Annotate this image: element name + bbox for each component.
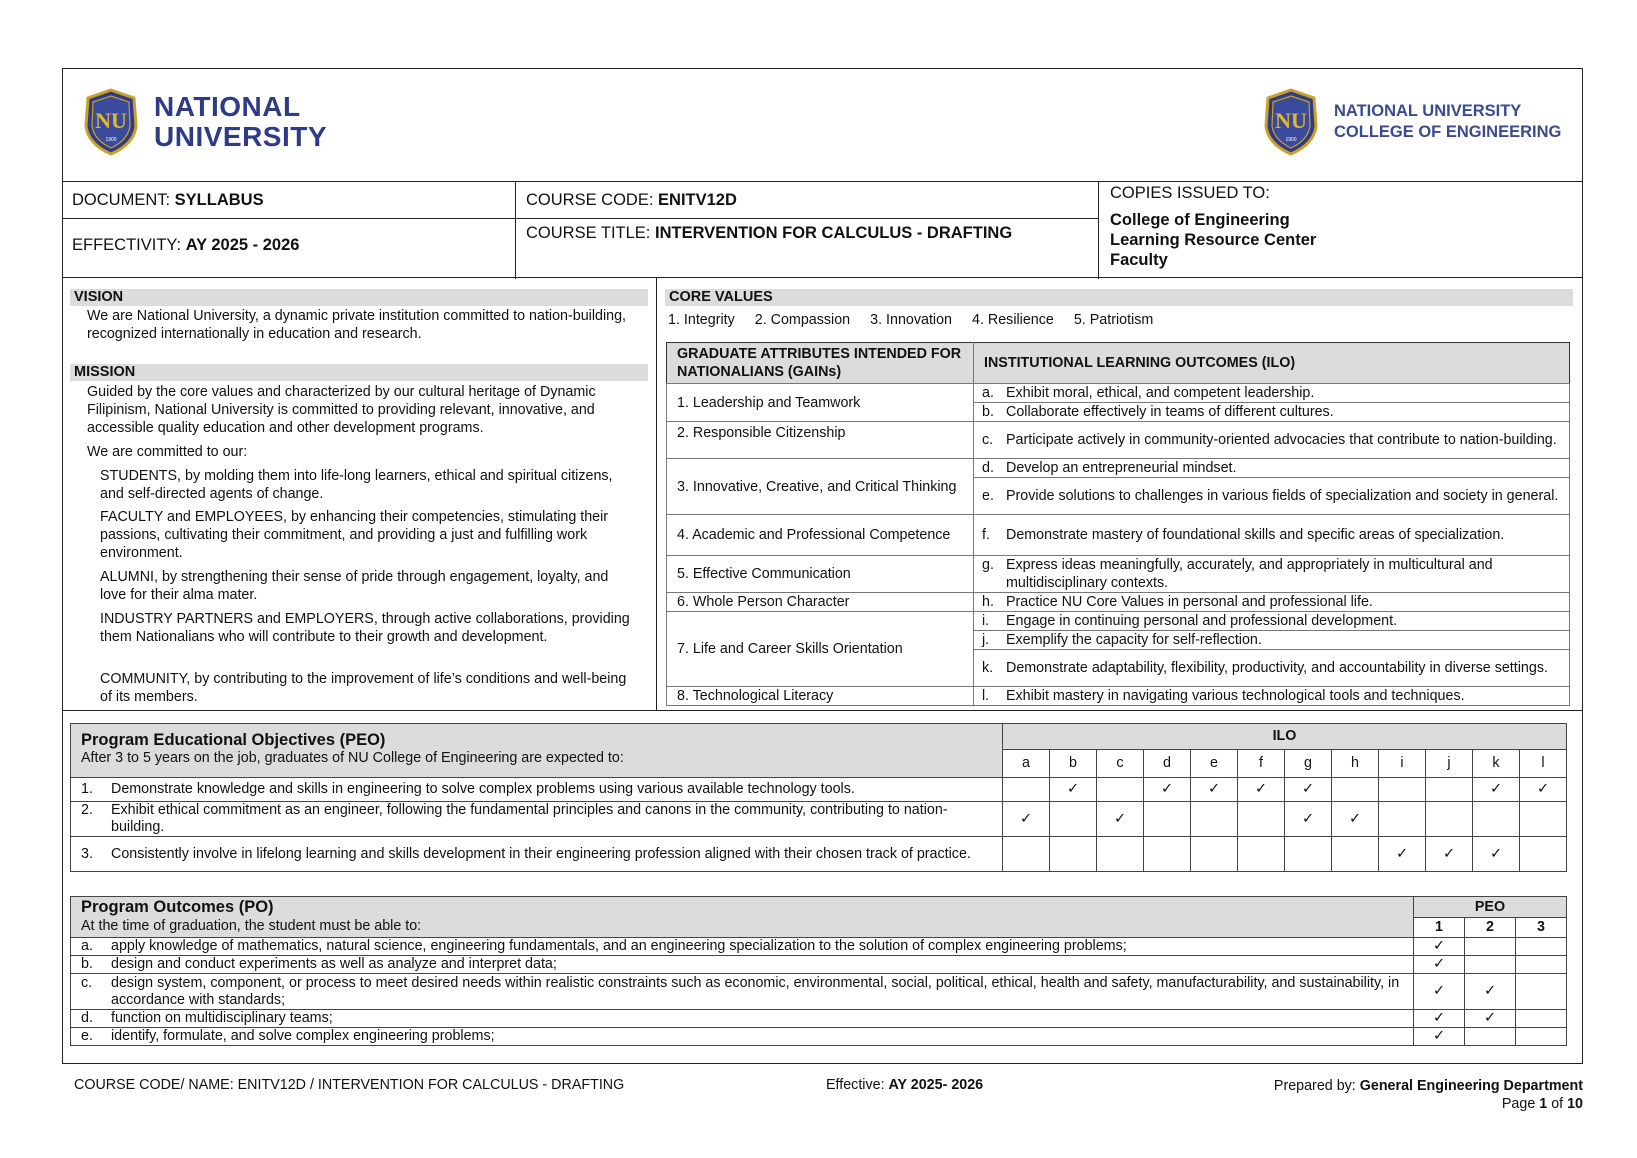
po-row (71, 1010, 1567, 1028)
ilo-item: j. Exemplify the capacity for self-reflection. (974, 631, 1570, 650)
check-mark: ✓ (1473, 837, 1520, 872)
ilo-item: f. Demonstrate mastery of foundational skills and specific areas of specialization. (974, 515, 1570, 556)
vision-heading: VISION (70, 289, 648, 306)
section-divider (62, 710, 1583, 711)
logo-text-nu: NATIONAL UNIVERSITY (1334, 102, 1522, 120)
empty-cell (1516, 1010, 1567, 1028)
document-type: DOCUMENT: SYLLABUS (72, 191, 264, 209)
svg-text:NU: NU (95, 108, 127, 133)
gain-item: 5. Effective Communication (667, 556, 974, 593)
gain-item: 1. Leadership and Teamwork (667, 384, 974, 422)
logo-text-national: NATIONAL (154, 91, 301, 122)
mission-item-faculty: FACULTY and EMPLOYEES, by enhancing their competencies, stimulating their passions, cultivating their commitment, and providing a just and fulfilling work environment. (100, 509, 609, 561)
core-value: 1. Integrity (668, 312, 735, 328)
peo-row (71, 778, 1567, 802)
empty-cell (1426, 802, 1473, 837)
ilo-item: d. Develop an entrepreneurial mindset. (974, 459, 1570, 478)
page-number: Page 1 of 10 (1501, 1096, 1583, 1112)
empty-cell (1473, 802, 1520, 837)
mission-item-alumni: ALUMNI, by strengthening their sense of pride through engagement, loyalty, and love for their alma mater. (100, 569, 609, 603)
empty-cell (1465, 938, 1516, 956)
empty-cell (1465, 1028, 1516, 1046)
copy-recipient: Learning Resource Center (1110, 231, 1317, 249)
empty-cell (1097, 837, 1144, 872)
check-mark: ✓ (1414, 956, 1465, 974)
empty-cell (1003, 837, 1050, 872)
gain-item: 7. Life and Career Skills Orientation (667, 612, 974, 687)
nu-logo-left (82, 88, 327, 156)
po-statement: d. function on multidisciplinary teams; (71, 1010, 1414, 1028)
peo-title: Program Educational Objectives (PEO) (81, 731, 386, 749)
peo-ilo-column-header: b (1050, 750, 1097, 778)
check-mark: ✓ (1097, 802, 1144, 837)
nu-coe-logo-right (1262, 88, 1561, 156)
empty-cell (1332, 778, 1379, 802)
po-row (71, 974, 1567, 1010)
check-mark: ✓ (1520, 778, 1567, 802)
peo-ilo-column-header: l (1520, 750, 1567, 778)
empty-cell (1191, 837, 1238, 872)
nu-seal-icon (82, 88, 140, 156)
empty-cell (1332, 837, 1379, 872)
peo-ilo-column-header: e (1191, 750, 1238, 778)
peo-statement: 1. Demonstrate knowledge and skills in engineering to solve complex problems using various available technology tools. (71, 778, 1003, 802)
check-mark: ✓ (1191, 778, 1238, 802)
empty-cell (1379, 802, 1426, 837)
empty-cell (1285, 837, 1332, 872)
peo-table (70, 723, 1567, 872)
ilo-item: c. Participate actively in community-oriented advocacies that contribute to nation-building. (974, 422, 1570, 459)
check-mark: ✓ (1465, 974, 1516, 1010)
po-statement: b. design and conduct experiments as well as analyze and interpret data; (71, 956, 1414, 974)
ilo-item: a. Exhibit moral, ethical, and competent leadership. (974, 384, 1570, 403)
peo-row (71, 837, 1567, 872)
ilo-item: k. Demonstrate adaptability, flexibility, productivity, and accountability in diverse settings. (974, 650, 1570, 687)
empty-cell (1379, 778, 1426, 802)
empty-cell (1516, 938, 1567, 956)
check-mark: ✓ (1003, 802, 1050, 837)
empty-cell (1516, 1028, 1567, 1046)
empty-cell (1050, 837, 1097, 872)
core-value: 4. Resilience (972, 312, 1054, 328)
po-statement: e. identify, formulate, and solve complex engineering problems; (71, 1028, 1414, 1046)
svg-text:1900: 1900 (105, 137, 117, 143)
empty-cell (1426, 778, 1473, 802)
empty-cell (1144, 802, 1191, 837)
empty-cell (1191, 802, 1238, 837)
ilo-item: b. Collaborate effectively in teams of different cultures. (974, 403, 1570, 422)
core-values-heading: CORE VALUES (665, 289, 1573, 306)
peo-ilo-column-header: f (1238, 750, 1285, 778)
empty-cell (1238, 802, 1285, 837)
core-value: 2. Compassion (754, 312, 851, 328)
po-statement: c. design system, component, or process to meet desired needs within realistic constraints such as economic, environmental, social, political, ethical, health and safety, manufacturability, and sustainability, in accordance with standards; (71, 974, 1414, 1010)
mission-heading: MISSION (70, 364, 648, 381)
gain-item: 3. Innovative, Creative, and Critical Thinking (667, 459, 974, 515)
ilo-header: INSTITUTIONAL LEARNING OUTCOMES (ILO) (974, 343, 1570, 384)
po-row (71, 1028, 1567, 1046)
gain-item: 2. Responsible Citizenship (667, 422, 974, 459)
svg-text:NU: NU (1275, 108, 1307, 133)
empty-cell (1003, 778, 1050, 802)
gain-item: 8. Technological Literacy (667, 687, 974, 706)
gains-header: GRADUATE ATTRIBUTES INTENDED FOR NATIONALIANS (GAINs) (667, 343, 974, 384)
po-statement: a. apply knowledge of mathematics, natural science, engineering fundamentals, and an engineering specialization to the solution of complex engineering problems; (71, 938, 1414, 956)
peo-ilo-column-header: i (1379, 750, 1426, 778)
po-table (70, 896, 1567, 1046)
peo-heading-cell (71, 724, 1003, 778)
peo-statement: 3. Consistently involve in lifelong learning and skills development in their engineering profession aligned with their chosen track of practice. (71, 837, 1003, 872)
gain-item: 6. Whole Person Character (667, 593, 974, 612)
ilo-item: h. Practice NU Core Values in personal and professional life. (974, 593, 1570, 612)
po-row (71, 938, 1567, 956)
ilo-item: g. Express ideas meaningfully, accurately, and appropriately in multicultural and multidisciplinary contexts. (974, 556, 1570, 593)
empty-cell (1520, 837, 1567, 872)
copy-recipient: College of Engineering (1110, 211, 1290, 229)
peo-row (71, 802, 1567, 837)
column-divider (656, 278, 657, 710)
ilo-item: i. Engage in continuing personal and professional development. (974, 612, 1570, 631)
logo-text-university: UNIVERSITY (154, 121, 328, 152)
empty-cell (1516, 956, 1567, 974)
peo-ilo-column-header: d (1144, 750, 1191, 778)
check-mark: ✓ (1050, 778, 1097, 802)
vision-text: We are National University, a dynamic private institution committed to nation-building, recognized internationally in education and research. (87, 308, 627, 342)
peo-statement: 2. Exhibit ethical commitment as an engineer, following the fundamental principles and canons in the community, contributing to nation-building. (71, 802, 1003, 837)
document-header (62, 181, 1583, 278)
mission-item-industry: INDUSTRY PARTNERS and EMPLOYERS, through active collaborations, providing them Nationalians who will contribute to their growth and development. (100, 611, 630, 645)
peo-ilo-column-header: j (1426, 750, 1473, 778)
mission-item-students: STUDENTS, by molding them into life-long learners, ethical and spiritual citizens, and self-directed agents of change. (100, 468, 613, 502)
empty-cell (1516, 974, 1567, 1010)
empty-cell (1144, 837, 1191, 872)
po-peo-column-header: 2 (1465, 918, 1516, 938)
check-mark: ✓ (1144, 778, 1191, 802)
po-row (71, 956, 1567, 974)
peo-ilo-column-header: c (1097, 750, 1144, 778)
mission-item-community: COMMUNITY, by contributing to the improvement of life’s conditions and well-being of its members. (100, 671, 627, 705)
po-peo-column-header: 3 (1516, 918, 1567, 938)
check-mark: ✓ (1414, 1028, 1465, 1046)
effectivity: EFFECTIVITY: AY 2025 - 2026 (72, 236, 300, 254)
core-value: 3. Innovation (870, 312, 952, 328)
check-mark: ✓ (1473, 778, 1520, 802)
svg-text:1900: 1900 (1285, 137, 1297, 143)
peo-ilo-header: ILO (1003, 724, 1567, 750)
footer-course: COURSE CODE/ NAME: ENITV12D / INTERVENTION FOR CALCULUS - DRAFTING (74, 1077, 625, 1093)
ilo-item: e. Provide solutions to challenges in various fields of specialization and society in general. (974, 478, 1570, 515)
course-code: COURSE CODE: ENITV12D (526, 191, 737, 209)
mission-text: Guided by the core values and characterized by our cultural heritage of Dynamic Filipinism, National University is committed to providing relevant, innovative, and accessible quality education and other development programs. (87, 384, 596, 436)
po-title: Program Outcomes (PO) (81, 898, 274, 916)
po-peo-header: PEO (1414, 897, 1567, 918)
peo-ilo-column-header: a (1003, 750, 1050, 778)
mission-committed: We are committed to our: (87, 444, 248, 460)
empty-cell (1097, 778, 1144, 802)
peo-ilo-column-header: k (1473, 750, 1520, 778)
check-mark: ✓ (1414, 938, 1465, 956)
copy-recipient: Faculty (1110, 251, 1168, 269)
footer-effective: Effective: AY 2025- 2026 (826, 1077, 984, 1093)
check-mark: ✓ (1414, 1010, 1465, 1028)
core-values-list (668, 311, 1153, 329)
check-mark: ✓ (1285, 802, 1332, 837)
po-heading-cell (71, 897, 1414, 938)
check-mark: ✓ (1285, 778, 1332, 802)
peo-ilo-column-header: h (1332, 750, 1379, 778)
check-mark: ✓ (1238, 778, 1285, 802)
peo-ilo-column-header: g (1285, 750, 1332, 778)
check-mark: ✓ (1426, 837, 1473, 872)
empty-cell (1465, 956, 1516, 974)
empty-cell (1050, 802, 1097, 837)
copies-issued-label: COPIES ISSUED TO: (1110, 184, 1270, 202)
check-mark: ✓ (1332, 802, 1379, 837)
gain-item: 4. Academic and Professional Competence (667, 515, 974, 556)
empty-cell (1238, 837, 1285, 872)
po-peo-column-header: 1 (1414, 918, 1465, 938)
core-value: 5. Patriotism (1073, 312, 1154, 328)
po-subtitle: At the time of graduation, the student must be able to: (81, 918, 422, 934)
empty-cell (1520, 802, 1567, 837)
nu-seal-icon (1262, 88, 1320, 156)
footer-prepared: Prepared by: General Engineering Department Page 1 of 10 (1273, 1078, 1583, 1112)
logo-text-coe: COLLEGE OF ENGINEERING (1334, 123, 1562, 141)
check-mark: ✓ (1465, 1010, 1516, 1028)
gains-ilo-table (666, 342, 1570, 706)
check-mark: ✓ (1414, 974, 1465, 1010)
peo-subtitle: After 3 to 5 years on the job, graduates of NU College of Engineering are expected to: (81, 750, 624, 766)
check-mark: ✓ (1379, 837, 1426, 872)
course-title: COURSE TITLE: INTERVENTION FOR CALCULUS - DRAFTING (526, 224, 1013, 242)
ilo-item: l. Exhibit mastery in navigating various technological tools and techniques. (974, 687, 1570, 706)
copies-issued-list (1110, 210, 1316, 270)
